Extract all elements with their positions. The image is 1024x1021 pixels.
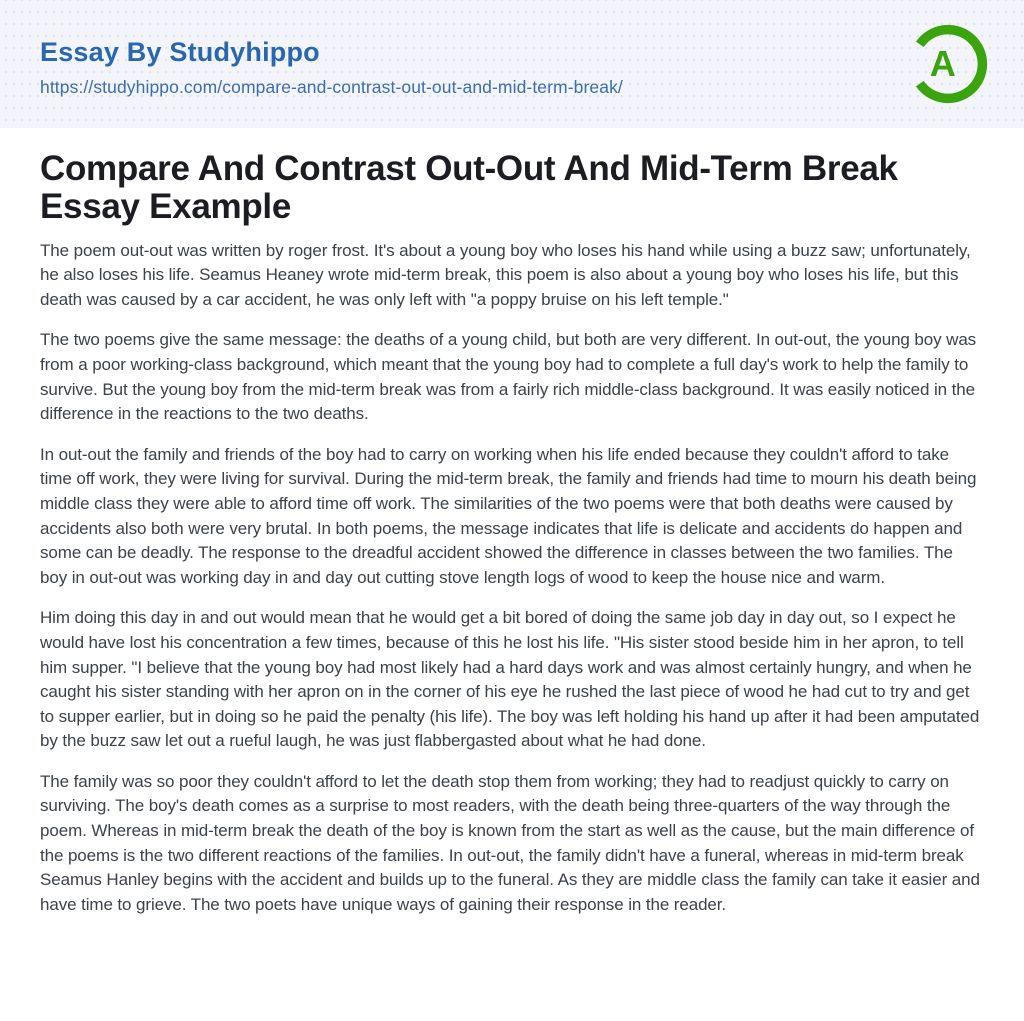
essay-paragraph-4: Him doing this day in and out would mean that he would get a bit bored of doing the same job day in day out, so I expect he would have lost his concentration a few times, because of this he lost his life. "His sister stood beside him in her apron, to tell him supper. "I believe that the young boy had most likely had a hard days work and was almost certainly hungry, and when he caught his sister standing with her apron on in the corner of his eye he rushed the last piece of wood he had cut to try and get to supper earlier, but in doing so he paid the penalty (his life). The boy was left holding his hand up after it had been amputated by the buzz saw let out a rueful laugh, he was just flabbergasted about what he had done. — [40, 608, 980, 751]
page-header — [0, 0, 1024, 128]
essay-paragraph-1: The poem out-out was written by roger frost. It's about a young boy who loses his hand while using a buzz saw; unfortunately, he also loses his life. Seamus Heaney wrote mid-term break, this poem is also about a young boy who loses his life, but this death was caused by a car accident, he was only left with "a poppy bruise on his left temple." — [40, 240, 971, 309]
essay-paragraph-5: The family was so poor they couldn't afford to let the death stop them from working; they had to readjust quickly to carry on surviving. The boy's death comes as a surprise to most readers, with the death being three-quarters of the way through the poem. Whereas in mid-term break the death of the boy is known from the start as well as the cause, but the main difference of the poems is the two different reactions of the families. In out-out, the family didn't have a funeral, whereas in mid-term break Seamus Hanley begins with the accident and builds up to the funeral. As they are middle class the family can take it easier and have time to grieve. The two poets have unique ways of gaining their response in the reader. — [40, 771, 980, 914]
essay-url-text: https://studyhippo.com/compare-and-contrast-out-out-and-mid-term-break/ — [40, 76, 623, 97]
page-title: Compare And Contrast Out-Out And Mid-Term Break Essay Example — [40, 149, 898, 226]
essay-url-link[interactable] — [40, 77, 623, 98]
essay-body — [40, 239, 984, 918]
site-title: Essay By Studyhippo — [40, 37, 320, 67]
essay-paragraph-3: In out-out the family and friends of the boy had to carry on working when his life ended because they couldn't afford to take time off work, they were living for survival. During the mid-term break, the family and friends had time to mourn his death being middle class they were able to afford time off work. The similarities of the two poems were that both deaths were caused by accidents also both were very brutal. In both poems, the message indicates that life is delicate and accidents do happen and some can be deadly. The response to the dreadful accident showed the difference in classes between the two families. The boy in out-out was working day in and day out cutting stove length logs of wood to keep the house nice and warm. — [40, 444, 977, 587]
essay-content — [0, 150, 1024, 917]
studyhippo-logo — [905, 21, 991, 107]
essay-paragraph-2: The two poems give the same message: the deaths of a young child, but both are very different. In out-out, the young boy was from a poor working-class background, which meant that the young boy had to complete a full day's work to help the family to survive. But the young boy from the mid-term break was from a fairly rich middle-class background. It was easily noticed in the difference in the reactions to the two deaths. — [40, 330, 977, 424]
logo-letter: A — [929, 43, 956, 85]
